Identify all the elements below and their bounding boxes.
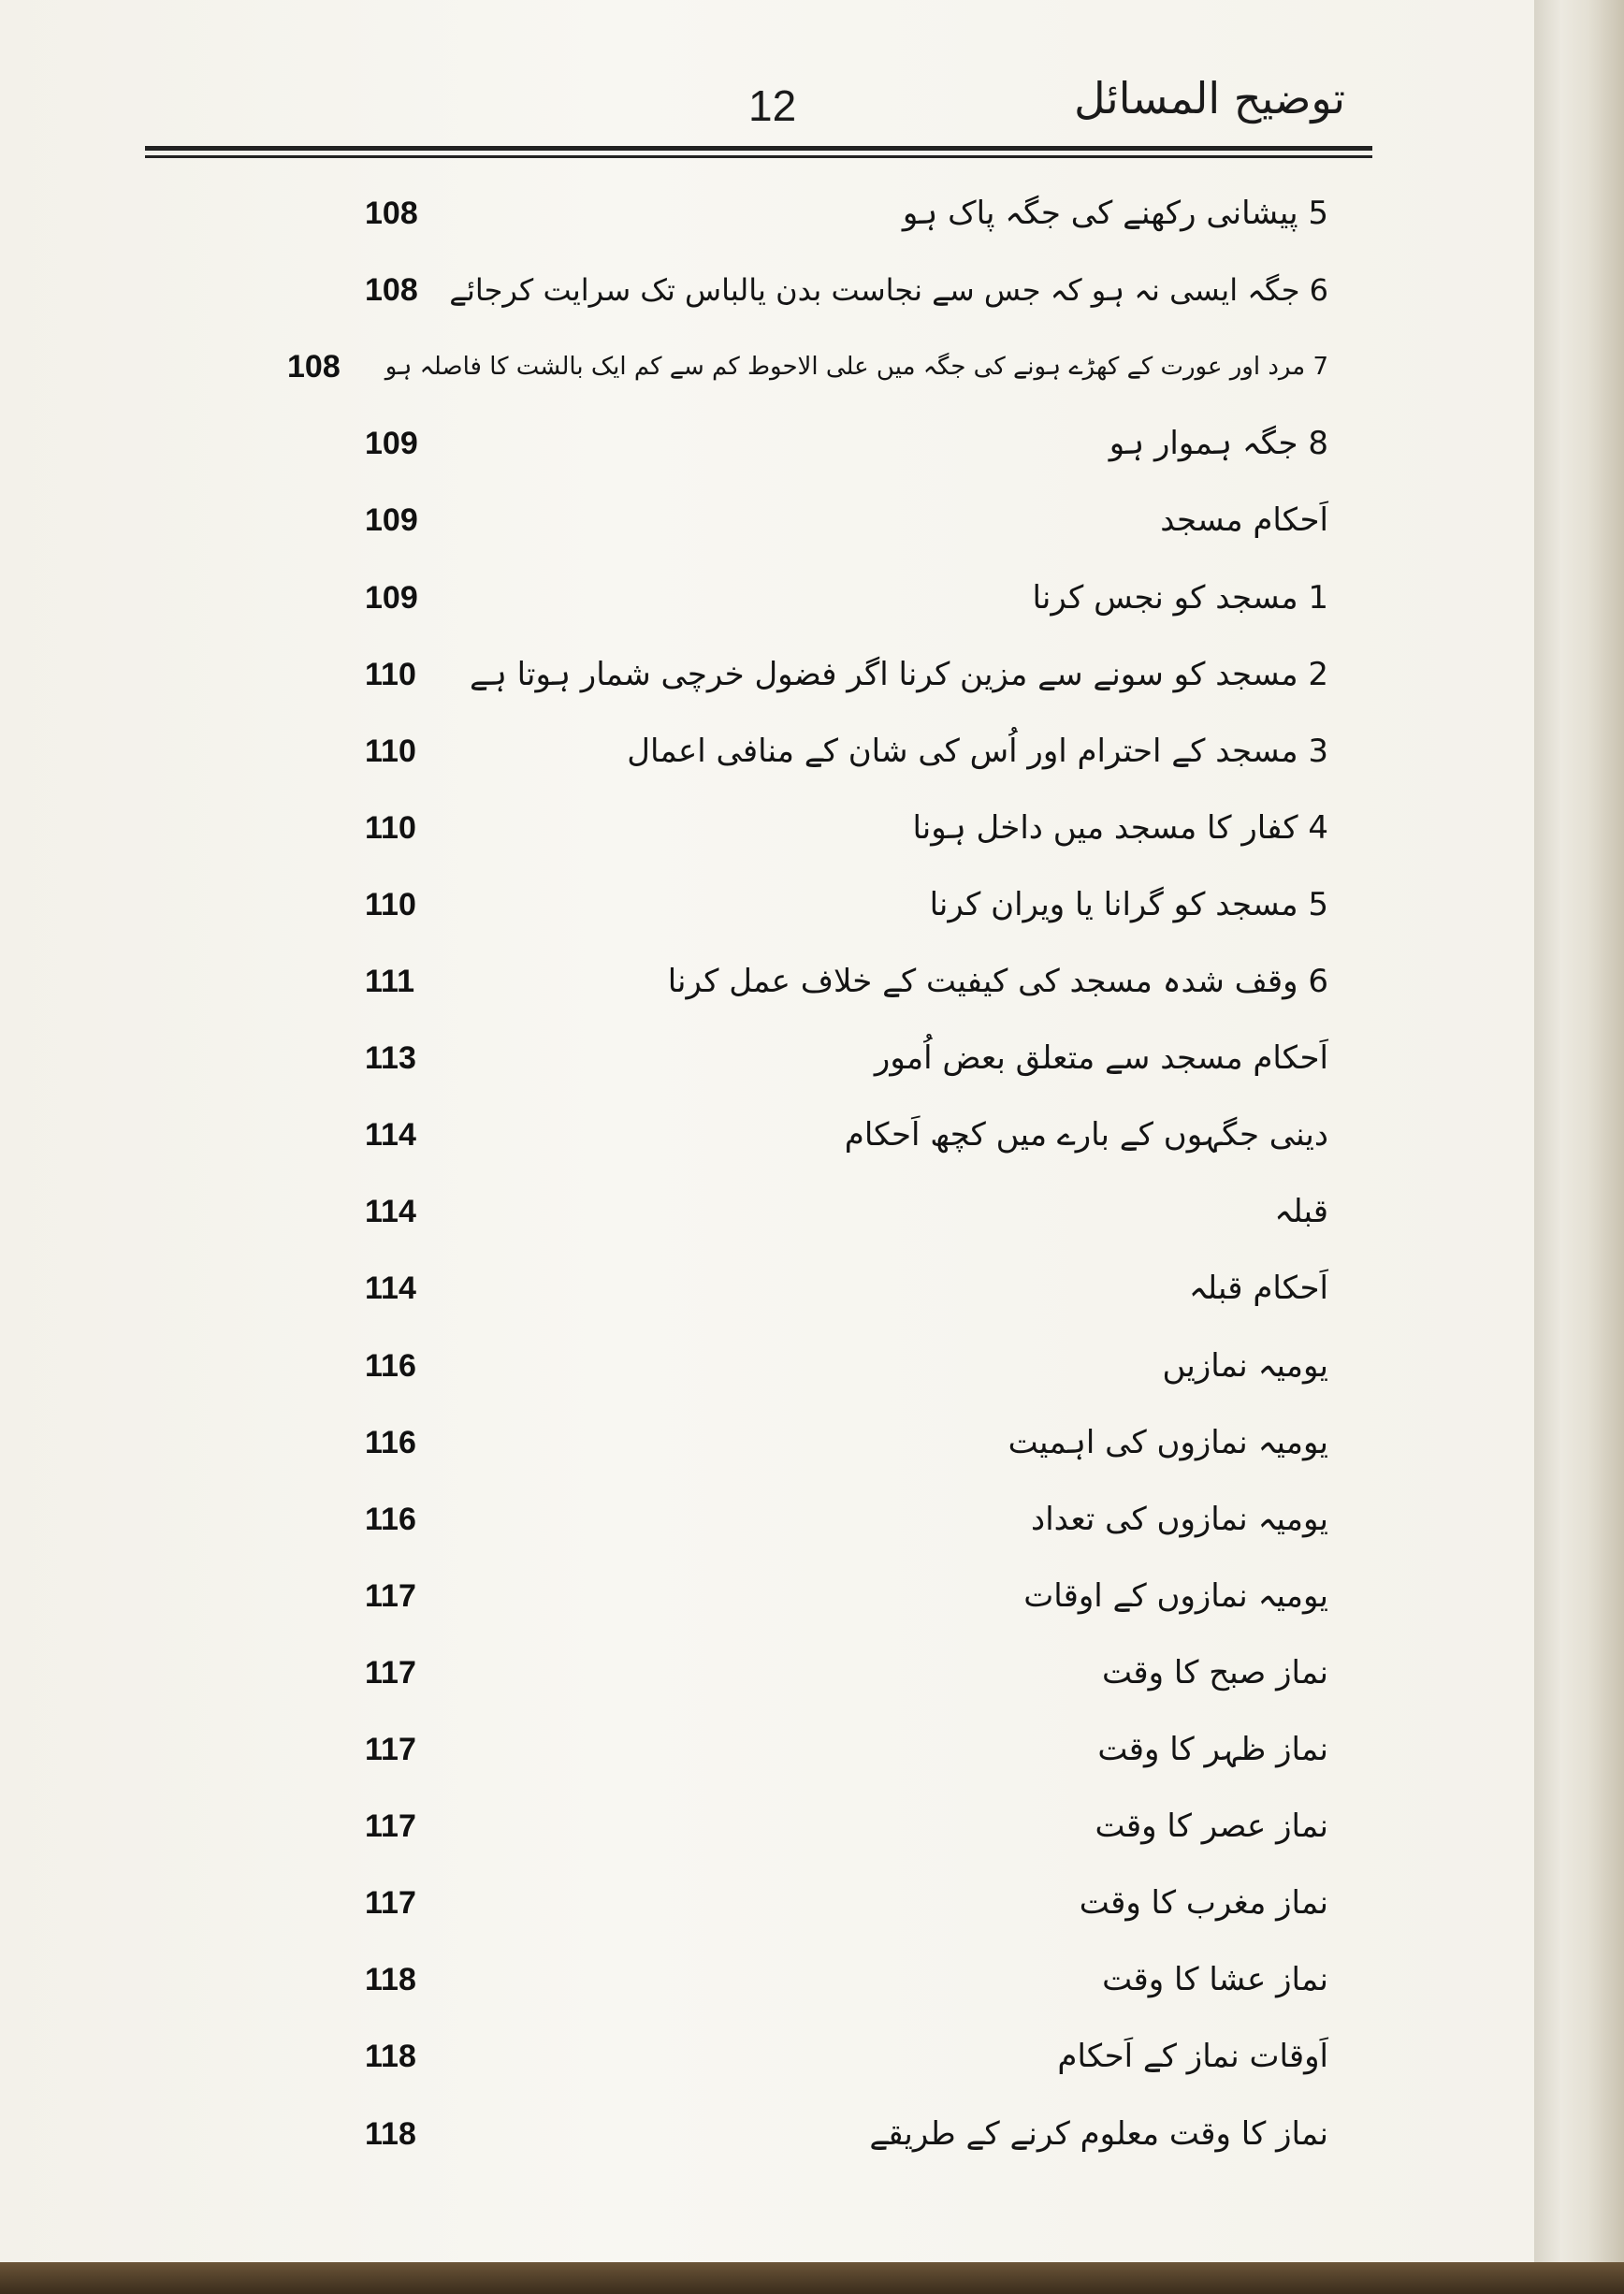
toc-entry-title: نماز عصر کا وقت bbox=[1095, 1808, 1328, 1845]
toc-entry-page: 110 bbox=[365, 887, 416, 922]
toc-entry-page: 108 bbox=[365, 272, 418, 308]
toc-entry bbox=[262, 339, 1328, 395]
toc-entry-page: 116 bbox=[365, 1348, 416, 1384]
toc-entry-title: 2 مسجد کو سونے سے مزین کرنا اگر فضول خرچی شمار ہوتا ہے bbox=[470, 656, 1328, 693]
toc-entry-title: نماز مغرب کا وقت bbox=[1079, 1884, 1328, 1922]
toc-entry-page: 114 bbox=[365, 1194, 416, 1229]
toc-entry-page: 110 bbox=[365, 733, 416, 769]
toc-entry bbox=[262, 2028, 1328, 2084]
toc-entry-title: اَوقات نماز کے اَحکام bbox=[1057, 2038, 1328, 2075]
toc-entry bbox=[262, 1338, 1328, 1394]
toc-entry-title: 4 کفار کا مسجد میں داخل ہونا bbox=[912, 809, 1328, 847]
toc-entry bbox=[262, 953, 1328, 1009]
toc-entry bbox=[262, 646, 1328, 703]
toc-entry-title: قبلہ bbox=[1274, 1193, 1328, 1230]
toc-entry bbox=[262, 1183, 1328, 1240]
toc-entry-title: اَحکام مسجد bbox=[1160, 501, 1328, 539]
toc-entry bbox=[262, 1491, 1328, 1547]
toc-entry bbox=[262, 1260, 1328, 1316]
toc-entry bbox=[262, 723, 1328, 779]
toc-entry-page: 110 bbox=[365, 810, 416, 846]
toc-entry-page: 113 bbox=[365, 1040, 416, 1076]
toc-entry-title: یومیہ نمازوں کے اوقات bbox=[1023, 1577, 1328, 1615]
toc-entry-title: 5 پیشانی رکھنے کی جگہ پاک ہو bbox=[902, 195, 1328, 232]
toc-entry-title: 6 جگہ ایسی نہ ہو کہ جس سے نجاست بدن یالباس تک سرایت کرجائے bbox=[449, 272, 1328, 308]
toc-entry-page: 117 bbox=[365, 1578, 416, 1614]
toc-entry-page: 116 bbox=[365, 1425, 416, 1460]
toc-entry-title: اَحکام مسجد سے متعلق بعض اُمور bbox=[874, 1039, 1328, 1077]
toc-entry-title: نماز صبح کا وقت bbox=[1101, 1654, 1328, 1691]
toc-entry-page: 118 bbox=[365, 2116, 416, 2152]
toc-entry-title: یومیہ نمازیں bbox=[1162, 1347, 1328, 1385]
toc-entry-title: نماز کا وقت معلوم کرنے کے طریقے bbox=[869, 2115, 1328, 2153]
toc-entry bbox=[262, 492, 1328, 548]
page-edge bbox=[1534, 0, 1624, 2294]
toc-entry-title: نماز ظہر کا وقت bbox=[1097, 1731, 1328, 1768]
toc-entry-page: 108 bbox=[287, 349, 341, 385]
toc-entry-title: 7 مرد اور عورت کے کھڑے ہونے کی جگہ میں علی الاحوط کم سے کم ایک بالشت کا فاصلہ ہو bbox=[384, 353, 1328, 381]
toc-entry-title: 1 مسجد کو نجس کرنا bbox=[1032, 579, 1328, 617]
running-header-title: توضیح المسائل bbox=[1074, 73, 1345, 123]
toc-entry-title: 3 مسجد کے احترام اور اُس کی شان کے منافی اعمال bbox=[627, 733, 1328, 770]
toc-entry bbox=[262, 1568, 1328, 1624]
toc-entry-page: 110 bbox=[365, 657, 416, 692]
toc-entry-page: 116 bbox=[365, 1502, 416, 1537]
toc-entry bbox=[262, 1875, 1328, 1931]
toc-entry-title: 5 مسجد کو گرانا یا ویران کرنا bbox=[929, 886, 1328, 923]
toc-entry bbox=[262, 1107, 1328, 1163]
toc-entry-title: 8 جگہ ہموار ہو bbox=[1109, 425, 1328, 462]
toc-entry-page: 109 bbox=[365, 426, 418, 461]
toc-entry-title: دینی جگہوں کے بارے میں کچھ اَحکام bbox=[844, 1116, 1328, 1154]
toc-entry bbox=[262, 1798, 1328, 1854]
toc-entry bbox=[262, 1952, 1328, 2008]
toc-entry-page: 114 bbox=[365, 1117, 416, 1153]
toc-entry bbox=[262, 262, 1328, 318]
toc-entry bbox=[262, 1415, 1328, 1471]
toc-entry-page: 118 bbox=[365, 2039, 416, 2074]
page-number: 12 bbox=[748, 81, 797, 130]
toc-entry-page: 109 bbox=[365, 502, 418, 538]
toc-entry-page: 117 bbox=[365, 1808, 416, 1844]
toc-entry-title: اَحکام قبلہ bbox=[1188, 1270, 1328, 1307]
toc-entry bbox=[262, 1645, 1328, 1701]
toc-entry bbox=[262, 1030, 1328, 1086]
toc-entry-page: 111 bbox=[365, 964, 414, 999]
toc-entry bbox=[262, 185, 1328, 241]
toc-entry bbox=[262, 2106, 1328, 2162]
toc-entry-title: نماز عشا کا وقت bbox=[1102, 1961, 1328, 1998]
toc-entry bbox=[262, 570, 1328, 626]
toc-entry-page: 117 bbox=[365, 1885, 416, 1921]
toc-entry-title: یومیہ نمازوں کی اہمیت bbox=[1008, 1424, 1328, 1461]
toc-entry-page: 109 bbox=[365, 580, 418, 616]
toc-entry-page: 117 bbox=[365, 1655, 416, 1691]
toc-entry-title: 6 وقف شدہ مسجد کی کیفیت کے خلاف عمل کرنا bbox=[667, 963, 1328, 1000]
toc-entry bbox=[262, 415, 1328, 472]
toc-entry-page: 114 bbox=[365, 1270, 416, 1306]
toc-entry-title: یومیہ نمازوں کی تعداد bbox=[1031, 1501, 1328, 1538]
toc-entry bbox=[262, 877, 1328, 933]
toc-entry bbox=[262, 1721, 1328, 1778]
toc-entry-page: 117 bbox=[365, 1732, 416, 1767]
toc-entry-page: 108 bbox=[365, 196, 418, 231]
toc-entry-page: 118 bbox=[365, 1962, 416, 1997]
toc-entry bbox=[262, 800, 1328, 856]
